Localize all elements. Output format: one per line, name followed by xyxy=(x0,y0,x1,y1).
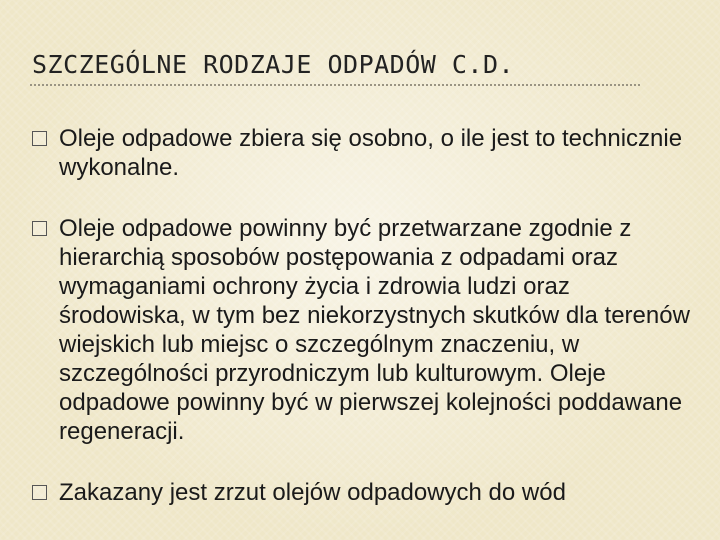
square-bullet-icon xyxy=(32,221,47,236)
title-divider xyxy=(30,84,640,86)
bullet-item xyxy=(32,214,700,446)
bullet-item xyxy=(32,478,700,507)
square-bullet-icon xyxy=(32,131,47,146)
bullet-list xyxy=(32,124,700,539)
bullet-text: Oleje odpadowe powinny być przetwarzane zgodnie z hierarchią sposobów postępowania z odpadami oraz wymaganiami ochrony życia i zdrowia ludzi oraz środowiska, w tym bez niekorzystnych skutków dla terenów wiejskich lub miejsc o szczególnym znaczeniu, w szczególności przyrodniczym lub kulturowym. Oleje odpadowe powinny być w pierwszej kolejności poddawane regeneracji. xyxy=(59,215,690,445)
slide-title: SZCZEGÓLNE RODZAJE ODPADÓW C.D. xyxy=(32,50,515,79)
bullet-item xyxy=(32,124,700,182)
bullet-text: Zakazany jest zrzut olejów odpadowych do wód xyxy=(59,479,566,506)
square-bullet-icon xyxy=(32,485,47,500)
bullet-text: Oleje odpadowe zbiera się osobno, o ile jest to technicznie wykonalne. xyxy=(59,125,683,181)
